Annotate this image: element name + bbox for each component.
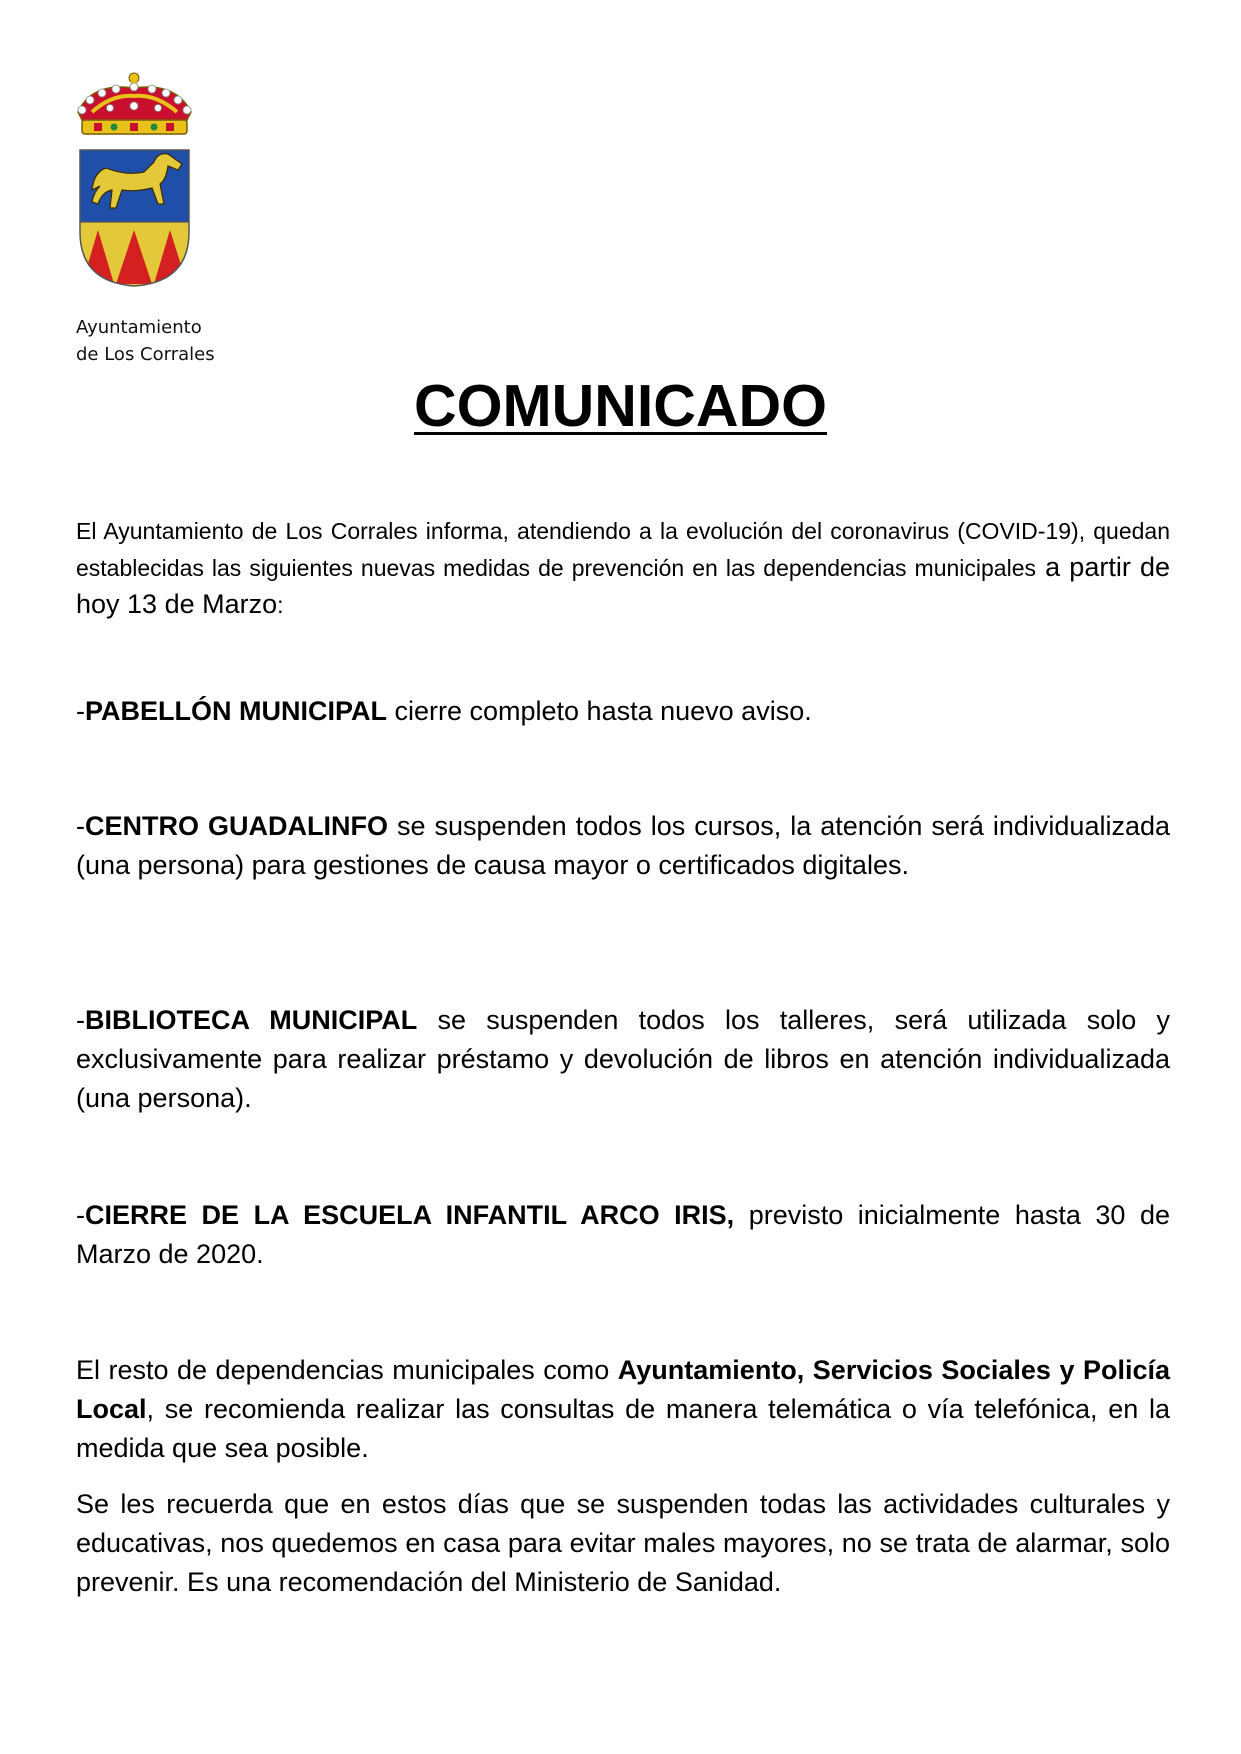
intro-colon: : (277, 592, 284, 618)
measure-pabellon (76, 692, 1170, 731)
measure-title: PABELLÓN MUNICIPAL (85, 696, 387, 726)
intro-paragraph (76, 513, 1170, 623)
measure-text: previsto inicialmente hasta 30 de Marzo de 2020. (76, 1200, 1170, 1269)
page-title: COMUNICADO (414, 373, 827, 439)
measure-text: se suspenden todos los talleres, será utilizada solo y exclusivamente para realizar préstamo y devolución de libros en atención individualizada (una persona). (76, 1005, 1170, 1113)
intro-text-a: El Ayuntamiento de Los Corrales informa, atendiendo a la evolución del coronavirus (COVID-19), quedan establecidas las siguientes nuevas medidas de prevención en las dependencias municipales (76, 518, 1170, 581)
measure-prefix: - (76, 1005, 85, 1035)
org-line-1: Ayuntamiento (76, 317, 202, 338)
closing-text: Se les recuerda que en estos días que se suspenden todas las actividades culturales y educativas, nos quedemos en casa para evitar males mayores, no se trata de alarmar, solo prevenir. Es una recomendación del Ministerio de Sanidad. (76, 1489, 1170, 1597)
org-line-2: de Los Corrales (76, 344, 215, 365)
rest-text-b: , se recomienda realizar las consultas de manera telemática o vía telefónica, en la medida que sea posible. (76, 1394, 1170, 1463)
rest-paragraph (76, 1351, 1170, 1468)
measure-text: cierre completo hasta nuevo aviso. (386, 696, 812, 726)
measure-title: BIBLIOTECA MUNICIPAL (85, 1005, 418, 1035)
measure-guadalinfo (76, 807, 1170, 885)
measure-title: CIERRE DE LA ESCUELA INFANTIL ARCO IRIS, (85, 1200, 735, 1230)
measure-prefix: - (76, 811, 85, 841)
municipal-coat-of-arms-icon (72, 72, 197, 292)
rest-text-a: El resto de dependencias municipales como (76, 1355, 618, 1385)
measure-prefix: - (76, 696, 85, 726)
measure-title: CENTRO GUADALINFO (85, 811, 388, 841)
measure-biblioteca (76, 1001, 1170, 1118)
measure-escuela (76, 1196, 1170, 1274)
organization-name (76, 314, 215, 368)
measure-text: se suspenden todos los cursos, la atención será individualizada (una persona) para gestiones de causa mayor o certificados digitales. (76, 811, 1170, 880)
crown-icon (78, 73, 191, 134)
closing-paragraph (76, 1485, 1170, 1602)
rest-bold: Ayuntamiento, Servicios Sociales y Policía Local (76, 1355, 1170, 1424)
intro-date: a partir de hoy 13 de Marzo (76, 552, 1170, 619)
measure-prefix: - (76, 1200, 85, 1230)
